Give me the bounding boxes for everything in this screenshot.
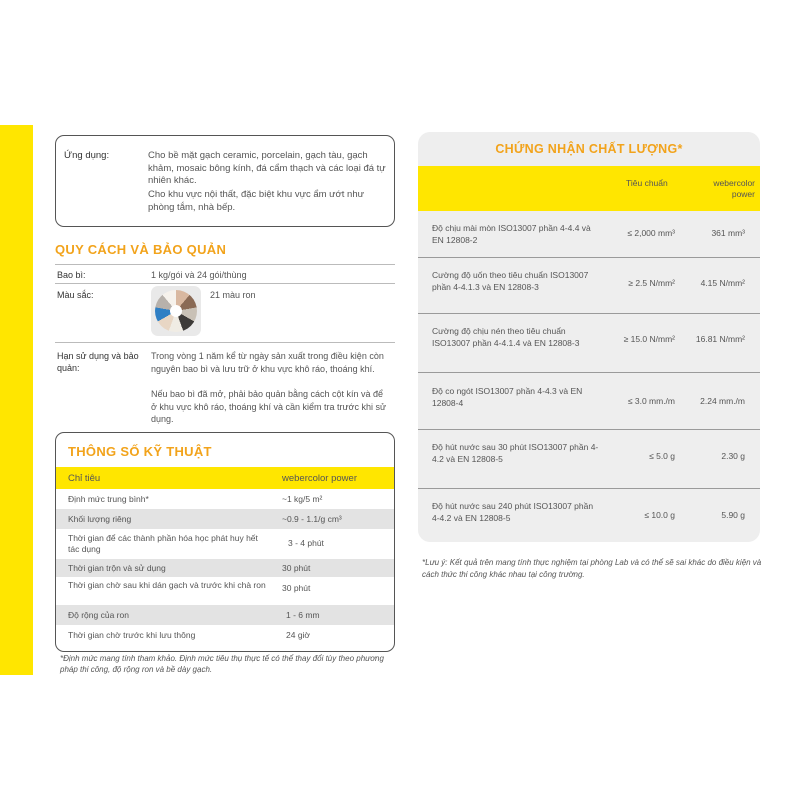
- table-row: [56, 577, 394, 605]
- cert-row-value: 361 mm³: [711, 228, 745, 238]
- color-label: Màu sắc:: [57, 290, 94, 300]
- tech-row-value: ~1 kg/5 m²: [282, 494, 323, 504]
- cert-row-label: Độ co ngót ISO13007 phần 4-4.3 và EN 12808-4: [432, 386, 583, 408]
- packaging-value: 1 kg/gói và 24 gói/thùng: [151, 270, 247, 280]
- tech-row-value: 3 - 4 phút: [288, 538, 324, 548]
- spec-section-title: QUY CÁCH VÀ BẢO QUẢN: [55, 242, 227, 257]
- cert-row-standard: ≤ 3.0 mm./m: [627, 396, 675, 406]
- table-row: [418, 489, 760, 542]
- tech-row-label: Độ rộng của ron: [68, 610, 129, 620]
- tech-row-label: Thời gian để các thành phần hóa học phát huy hết tác dụng: [68, 533, 258, 554]
- cert-row-value: 16.81 N/mm²: [695, 334, 745, 344]
- color-swatch-image: [151, 286, 201, 336]
- tech-row-value: 30 phút: [282, 563, 311, 573]
- usage-text-areas: Cho khu vực nội thất, đặc biệt khu vực ẩm ướt như phòng tắm, nhà bếp.: [148, 189, 364, 213]
- cert-row-standard: ≤ 5.0 g: [649, 451, 675, 461]
- table-row: [418, 314, 760, 373]
- table-row: [56, 559, 394, 577]
- divider: [55, 283, 395, 284]
- tech-table-header: [56, 467, 394, 489]
- color-wheel-center: [170, 305, 182, 317]
- tech-col-criteria: Chỉ tiêu: [68, 473, 101, 484]
- cert-section-title: CHỨNG NHẬN CHẤT LƯỢNG*: [495, 142, 683, 156]
- tech-row-label: Thời gian chờ sau khi dán gạch và trước khi chà ron: [68, 580, 266, 590]
- cert-note-text: Kết quả trên mang tính thực nghiệm tại phòng Lab và có thể sẽ sai khác do điều kiện và cách thức thi công khác nhau tại công trường.: [422, 558, 762, 579]
- quality-certification-table: [418, 132, 760, 542]
- cert-row-value: 2.30 g: [721, 451, 745, 461]
- tech-col-product: webercolor power: [282, 473, 357, 484]
- cert-col-standard: Tiêu chuẩn: [626, 178, 668, 188]
- tech-row-label: Thời gian chờ trước khi lưu thông: [68, 630, 196, 640]
- table-row: [56, 605, 394, 625]
- cert-col-product: webercolor power: [713, 178, 755, 199]
- table-row: [56, 489, 394, 509]
- table-row: [418, 211, 760, 258]
- cert-note: [422, 557, 762, 580]
- tech-section-title: THÔNG SỐ KỸ THUẬT: [68, 444, 212, 459]
- cert-row-label: Độ chịu mài mòn ISO13007 phần 4-4.4 và EN 12808-2: [432, 223, 591, 245]
- table-row: [418, 373, 760, 430]
- tech-row-value: 1 - 6 mm: [286, 610, 320, 620]
- table-row: [418, 258, 760, 314]
- shelf-life-label: Hạn sử dụng và bảo quản:: [57, 351, 139, 373]
- table-row: [418, 430, 760, 489]
- usage-text-surfaces: Cho bề mặt gạch ceramic, porcelain, gạch tàu, gạch khảm, mosaic bông kính, đá cẩm thạch và các loại đá tự nhiên khác.: [148, 150, 386, 186]
- packaging-label: Bao bì:: [57, 270, 86, 280]
- cert-row-label: Cường độ chịu nén theo tiêu chuẩn ISO13007 phần 4-4.1.4 và EN 12808-3: [432, 326, 580, 348]
- cert-note-label: *Lưu ý:: [422, 558, 448, 567]
- side-accent-bar: [0, 125, 33, 675]
- divider: [55, 342, 395, 343]
- divider: [55, 264, 395, 265]
- tech-row-label: Định mức trung bình*: [68, 494, 149, 504]
- cert-row-standard: ≥ 2.5 N/mm²: [628, 278, 675, 288]
- cert-row-value: 4.15 N/mm²: [700, 278, 745, 288]
- usage-label: Ứng dụng:: [64, 150, 110, 161]
- tech-row-label: Khối lượng riêng: [68, 514, 132, 524]
- shelf-life-text-unopened: Trong vòng 1 năm kể từ ngày sản xuất trong điều kiện còn nguyên bao bì và lưu trữ ở khu vực khô ráo, thoáng khí.: [151, 351, 384, 374]
- cert-row-standard: ≤ 10.0 g: [644, 510, 675, 520]
- cert-row-value: 5.90 g: [721, 510, 745, 520]
- cert-row-standard: ≥ 15.0 N/mm²: [623, 334, 675, 344]
- usage-box: [55, 135, 395, 227]
- table-row: [56, 529, 394, 559]
- technical-specs-table: [55, 432, 395, 652]
- table-row: [56, 625, 394, 652]
- cert-row-standard: ≤ 2,000 mm³: [627, 228, 675, 238]
- cert-row-value: 2.24 mm./m: [700, 396, 745, 406]
- tech-row-label: Thời gian trộn và sử dụng: [68, 563, 166, 573]
- tech-row-value: 30 phút: [282, 583, 311, 593]
- color-value: 21 màu ron: [210, 290, 256, 300]
- shelf-life-text-opened: Nếu bao bì đã mở, phải bảo quản bằng cách cột kín và để ở khu vực khô ráo, thoáng khí và cần kiểm tra trước khi sử dụng.: [151, 389, 386, 424]
- cert-row-label: Cường độ uốn theo tiêu chuẩn ISO13007 phần 4-4.1.3 và EN 12808-3: [432, 270, 589, 292]
- cert-row-label: Độ hút nước sau 240 phút ISO13007 phần 4-4.2 và EN 12808-5: [432, 501, 594, 523]
- tech-footnote: *Định mức mang tính tham khảo. Định mức tiêu thụ thực tế có thể thay đổi tùy theo phương pháp thi công, độ rộng ron và bề dày gạch.: [60, 654, 384, 674]
- table-row: [56, 509, 394, 529]
- tech-row-value: 24 giờ: [286, 630, 311, 640]
- cert-row-label: Độ hút nước sau 30 phút ISO13007 phần 4-4.2 và EN 12808-5: [432, 442, 599, 464]
- cert-table-header: [418, 166, 760, 211]
- tech-row-value: ~0.9 - 1.1/g cm³: [282, 514, 342, 524]
